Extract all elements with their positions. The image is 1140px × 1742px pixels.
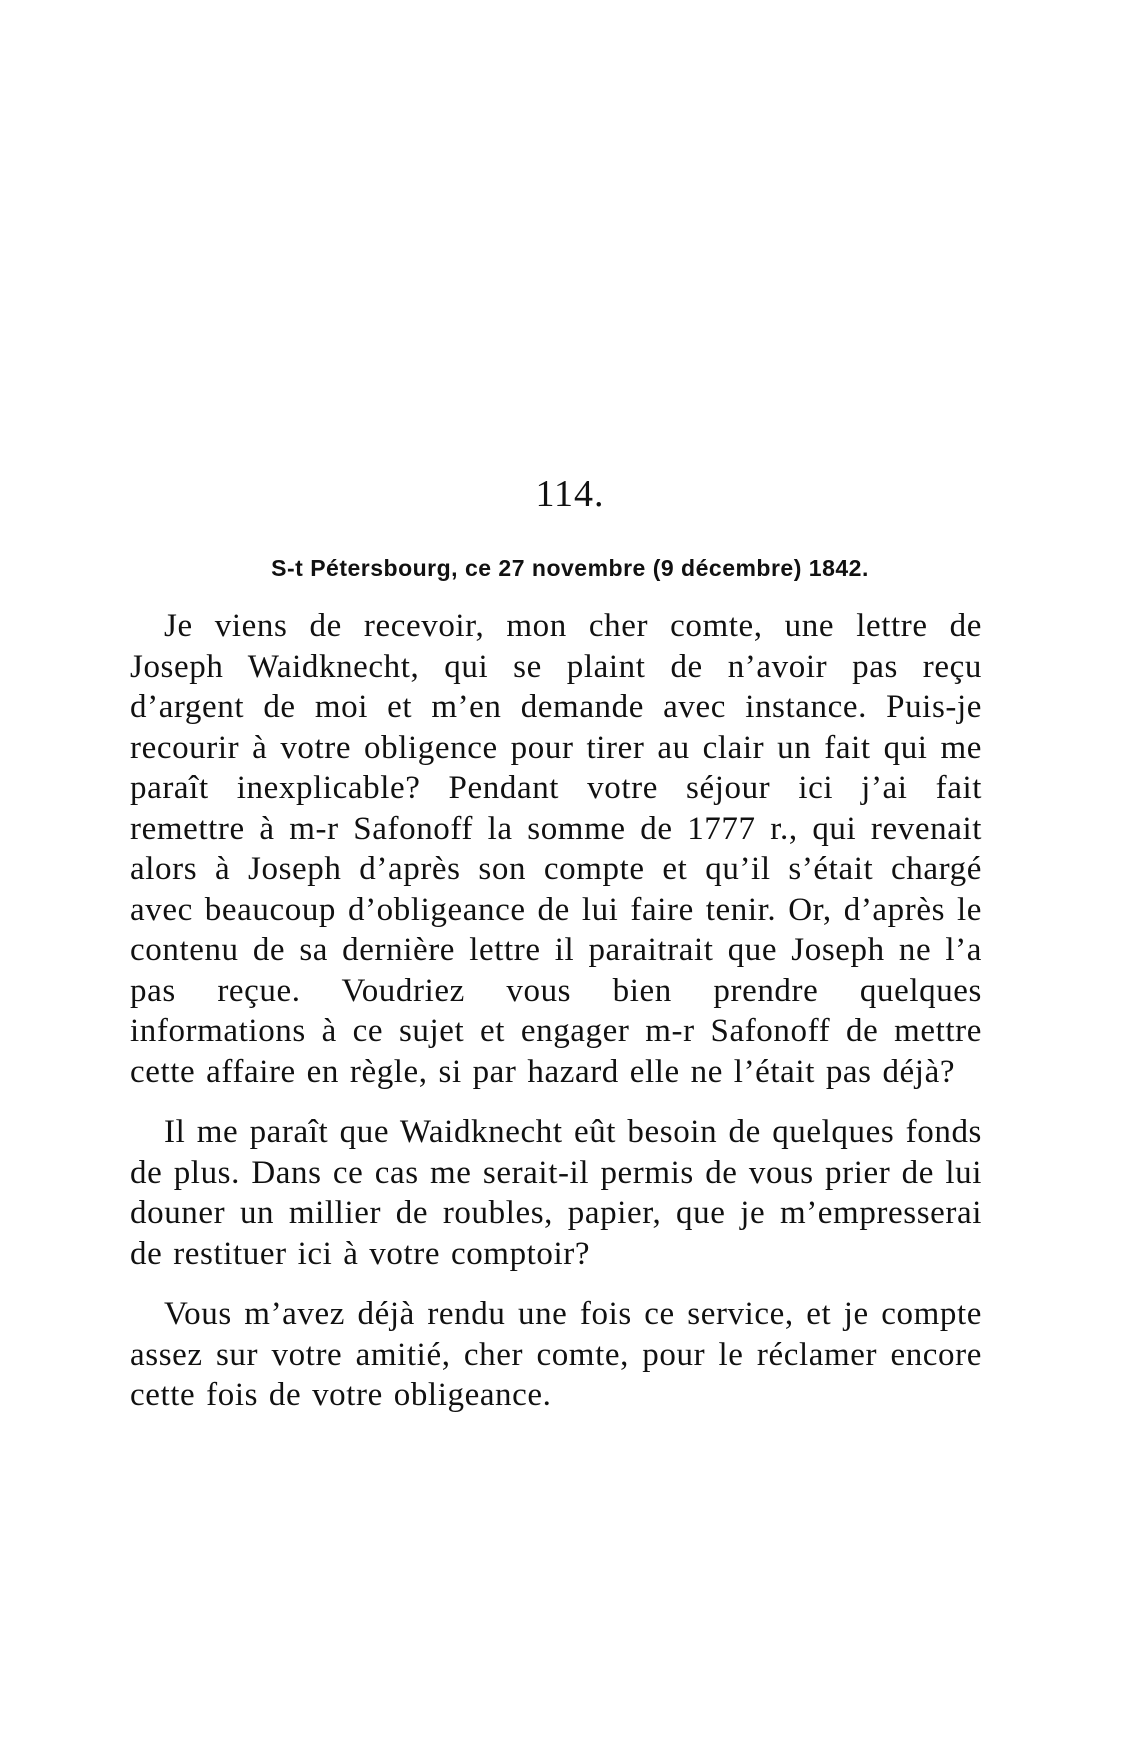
paragraph: Je viens de recevoir, mon cher comte, une lettre de Joseph Waidknecht, qui se plaint de n’avoir pas reçu d’argent de moi et m’en demande avec instance. Puis-je recourir à votre obligence pour tirer au clair un fait qui me paraît inexplicable? Pendant votre séjour ici j’ai fait remettre à m-r Safonoff la somme de 1777 r., qui revenait alors à Joseph d’après son compte et qu’il s’était chargé avec beaucoup d’obligeance de lui faire tenir. Or, d’après le contenu de sa dernière lettre il paraitrait que Joseph ne l’a pas reçue. Voudriez vous bien prendre quelques informations à ce sujet et engager m-r Safonoff de mettre cette affaire en règle, si par hazard elle ne l’était pas déjà? [130,608,982,1090]
letter-number: 114. [535,473,605,515]
paragraph: Il me paraît que Waidknecht eût besoin de quelques fonds de plus. Dans ce cas me serait-il permis de vous prier de lui douner un millier de roubles, papier, que je m’empresserai de restituer ici à votre comptoir? [130,1114,982,1272]
dateline: S-t Pétersbourg, ce 27 novembre (9 décembre) 1842. [271,555,869,581]
paragraph: Vous m’avez déjà rendu une fois ce service, et je compte assez sur votre amitié, cher comte, pour le réclamer encore cette fois de votre obligeance. [130,1296,982,1413]
letter-body [130,606,982,1416]
